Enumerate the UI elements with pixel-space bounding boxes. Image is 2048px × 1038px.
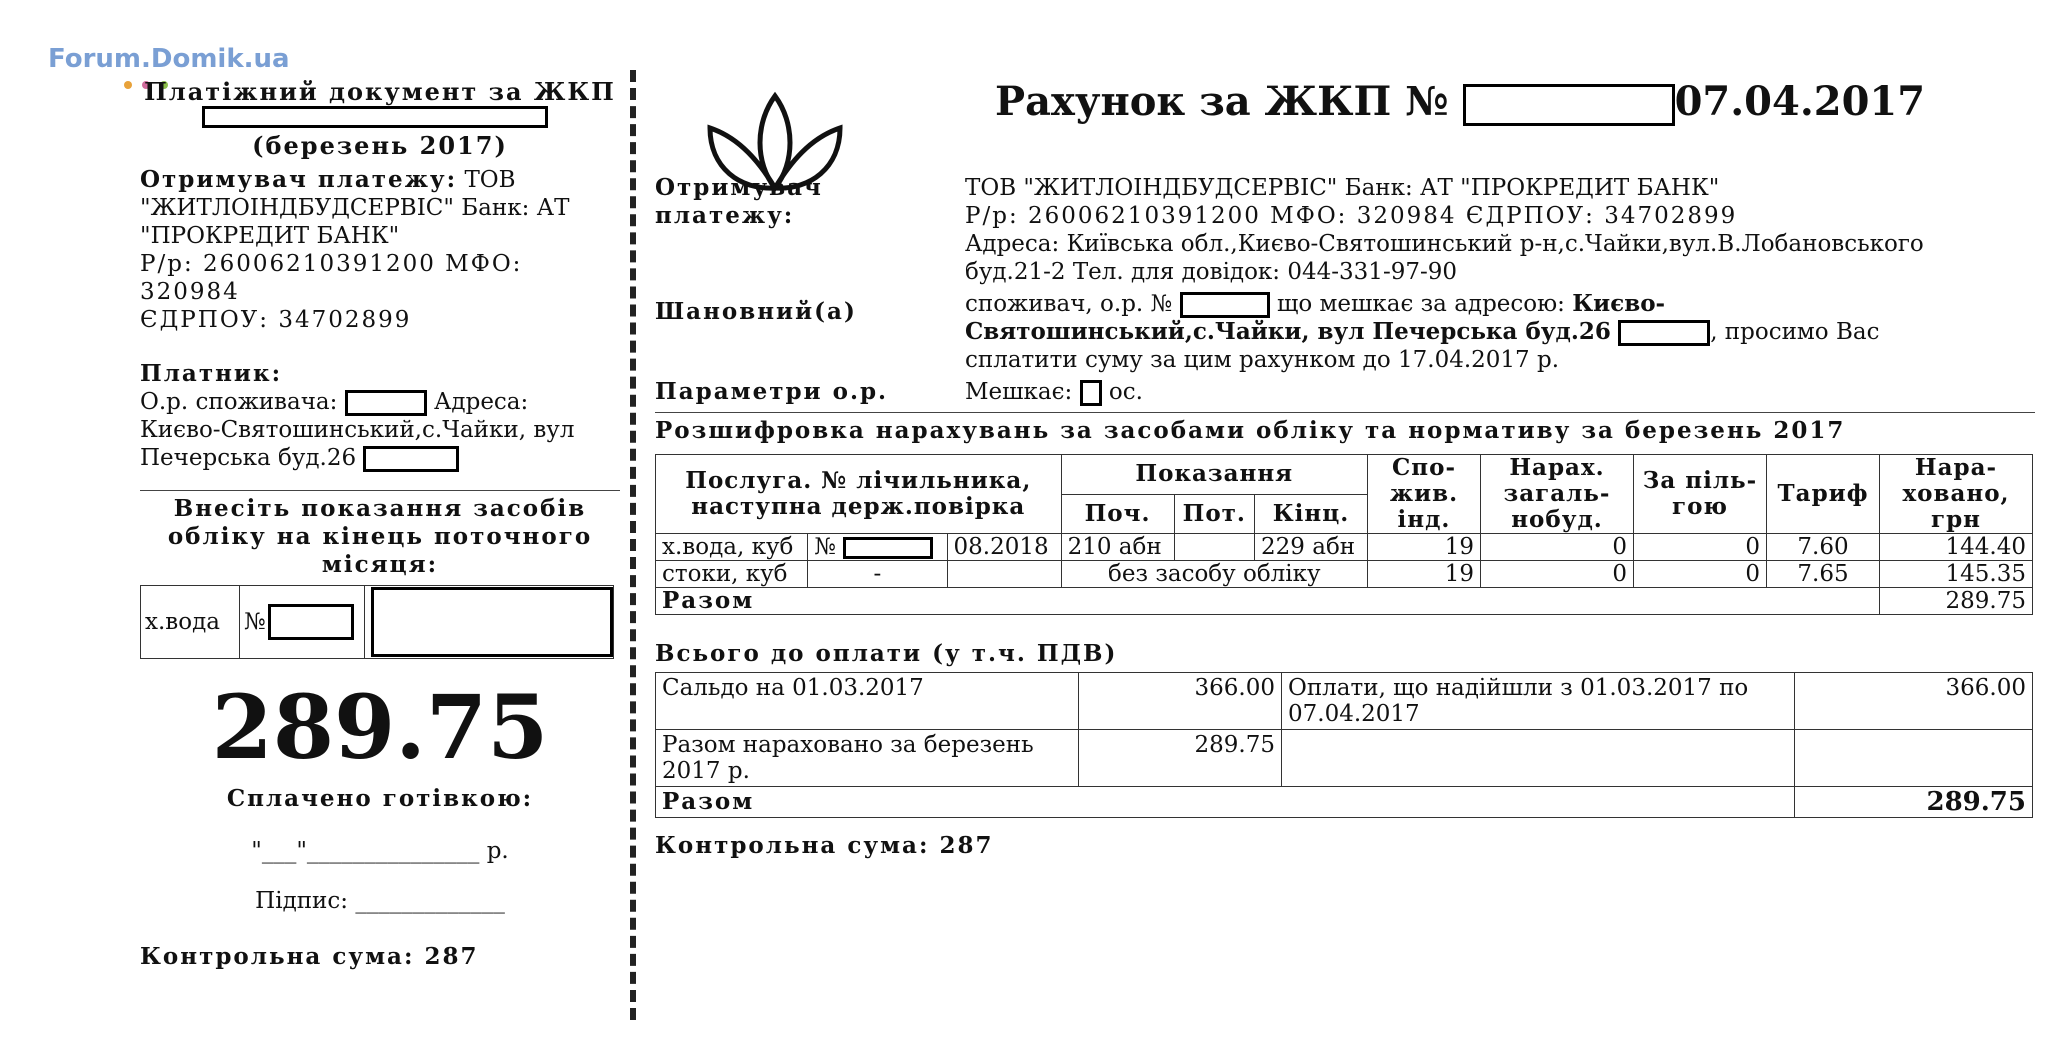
stub-control-sum: Контрольна сума: 287 [140,943,479,970]
total-row: Разом 289.75 [656,588,2033,615]
table-row: х.вода, куб № 08.2018 210 абн 229 абн 19 0 0 7.60 144.40 [656,534,2033,561]
signature-line: Підпис: _____________ [255,888,505,914]
forum-watermark: Forum.Domik.ua [48,44,290,74]
redaction-box [1618,320,1710,346]
col-charged: Нара-ховано, грн [1880,455,2033,534]
breakdown-title: Розшифровка нарахувань за засобами обліку та нормативу за березень 2017 [655,417,1846,444]
col-service: Послуга. № лічильника, наступна держ.повірка [656,455,1062,534]
stub-payer: Платник: О.р. споживача: Адреса: Києво-Святошинський,с.Чайки, вул Печерська буд.26 [140,360,575,471]
balance-table: Сальдо на 01.03.2017 366.00 Оплати, що надійшли з 01.03.2017 по 07.04.2017 366.00 Разом нараховано за березень 2017 р. 289.75 Разом 289.75 [655,672,2033,818]
redaction-box [345,390,427,416]
redaction-box [202,106,548,128]
meter-entry-box [140,585,614,659]
sum-row: Разом 289.75 [656,787,2033,818]
stub-recipient: Отримувач платежу: ТОВ "ЖИТЛОІНДБУДСЕРВІС" Банк: АТ "ПРОКРЕДИТ БАНК" Р/р: 26006210391200 МФО: 320984 ЄДРПОУ: 34702899 [140,166,570,333]
invoice-header: Отримувач платежу: ТОВ "ЖИТЛОІНДБУДСЕРВІС" Банк: АТ "ПРОКРЕДИТ БАНК" Р/р: 26006210391200 МФО: 320984 ЄДРПОУ: 34702899 Адреса: Київська обл.,Києво-Святошинський р-н,с.Чайки,вул.В.Лобановського буд.21-2 Тел. для довідок: 044-331-97-90 Шановний(а) споживач, о.р. № що мешкає за адресою: Києво- Святошинський,с.Чайки, вул Печерська буд.26 , просимо Вас сплатити суму за цим рахунком до 17.04.2017 р. Параметри о.р. Мешкає: ос. Розшифровка нарахувань за засобами обліку та нормативу за березень 2017 [655,174,2035,445]
payment-stub [140,78,620,971]
redaction-box [843,537,933,559]
meter-number-cell: № [240,586,365,658]
col-benefit: За піль-гою [1634,455,1767,534]
col-readings: Показання [1061,455,1367,495]
pay-title: Всього до оплати (у т.ч. ПДВ) [655,640,1118,667]
paid-cash-label: Сплачено готівкою: [226,785,534,812]
invoice-title: Рахунок за ЖКП № 07.04.2017 [995,78,1926,125]
redacted-row [140,106,620,132]
charges-table [655,454,2033,615]
amount-due: 289.75 [211,675,549,779]
redaction-box [1080,380,1102,406]
stub-title: Платіжний документ за ЖКП [144,77,616,106]
invoice-control-sum: Контрольна сума: 287 [655,832,994,859]
redaction-box [268,604,354,640]
redaction-box [1180,292,1270,318]
reading-input-box[interactable] [371,587,613,657]
redaction-box [363,446,459,472]
col-consumed: Спо-жив. інд. [1368,455,1481,534]
table-row: стоки, куб - без засобу обліку 19 0 0 7.65 145.35 [656,561,2033,588]
meter-reading-field[interactable] [365,586,613,658]
meter-service: х.вода [141,586,240,658]
cut-line [630,70,636,1020]
col-prev: Пот. [1174,494,1255,534]
redaction-box [1463,84,1675,126]
stub-period: (березень 2017) [252,131,508,160]
col-general: Нарах. загаль-нобуд. [1481,455,1634,534]
col-start: Поч. [1061,494,1174,534]
col-tariff: Тариф [1767,455,1880,534]
meter-instructions: Внесіть показання засобів обліку на кінець поточного місяця: [167,495,593,578]
col-end: Кінц. [1255,494,1368,534]
date-line: "___"_______________ р. [251,838,509,864]
